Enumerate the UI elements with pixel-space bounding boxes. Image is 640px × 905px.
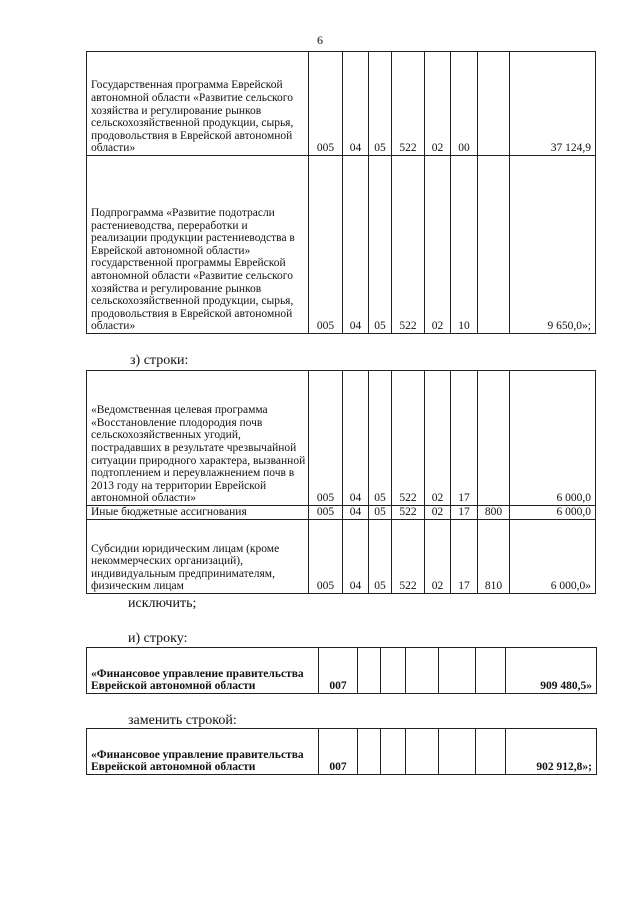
code-cell: 005 xyxy=(309,371,343,506)
amount-cell: 37 124,9 xyxy=(510,52,596,156)
code-cell: 05 xyxy=(369,156,392,334)
row-name: «Финансовое управление правительства Еврейской автономной области xyxy=(87,648,319,694)
code-cell: 522 xyxy=(392,520,425,594)
amount-cell: 909 480,5» xyxy=(506,648,597,694)
code-cell: 005 xyxy=(309,52,343,156)
code-cell: 02 xyxy=(425,52,451,156)
empty-cell xyxy=(406,648,439,694)
table-row xyxy=(87,371,596,506)
section-z-caption: з) строки: xyxy=(130,353,189,368)
code-cell: 04 xyxy=(343,156,369,334)
row-name: Субсидии юридическим лицам (кроме некоммерческих организаций), индивидуальным предпринимателям, физическим лицам xyxy=(87,520,309,594)
empty-cell xyxy=(358,729,381,775)
empty-cell xyxy=(381,729,406,775)
table-row xyxy=(87,520,596,594)
exclude-caption: исключить; xyxy=(128,596,197,611)
empty-cell xyxy=(406,729,439,775)
amount-cell: 6 000,0 xyxy=(510,506,596,520)
code-cell: 007 xyxy=(319,648,358,694)
row-name: Подпрограмма «Развитие подотрасли растениеводства, переработки и реализации продукции растениеводства в Еврейской автономной области» государственной программы Еврейской автономной области «Развитие сельского хозяйства и регулирование рынков сельскохозяйственной продукции, сырья, продовольствия в Еврейской автономной области» xyxy=(87,156,309,334)
row-name: «Ведомственная целевая программа «Восстановление плодородия почв сельскохозяйственных угодий, пострадавших в результате чрезвычайной ситуации природного характера, вызванной подтоплением и переувлажнением почв в 2013 году на территории Еврейской автономной области» xyxy=(87,371,309,506)
table-row xyxy=(87,52,596,156)
empty-cell xyxy=(439,648,476,694)
code-cell: 005 xyxy=(309,506,343,520)
amount-cell: 902 912,8»; xyxy=(506,729,597,775)
code-cell: 522 xyxy=(392,156,425,334)
code-cell: 17 xyxy=(451,520,478,594)
code-cell xyxy=(478,52,510,156)
code-cell: 05 xyxy=(369,371,392,506)
code-cell: 810 xyxy=(478,520,510,594)
amount-cell: 6 000,0» xyxy=(510,520,596,594)
code-cell: 04 xyxy=(343,371,369,506)
code-cell xyxy=(478,156,510,334)
code-cell: 522 xyxy=(392,506,425,520)
table-row xyxy=(87,729,597,775)
code-cell: 02 xyxy=(425,506,451,520)
amount-cell: 6 000,0 xyxy=(510,371,596,506)
code-cell: 522 xyxy=(392,52,425,156)
code-cell: 10 xyxy=(451,156,478,334)
code-cell: 007 xyxy=(319,729,358,775)
code-cell: 17 xyxy=(451,371,478,506)
code-cell: 800 xyxy=(478,506,510,520)
finance-table-new xyxy=(86,728,597,775)
code-cell: 04 xyxy=(343,52,369,156)
code-cell: 02 xyxy=(425,520,451,594)
code-cell: 00 xyxy=(451,52,478,156)
budget-table-1 xyxy=(86,51,596,334)
section-i-caption: и) строку: xyxy=(128,631,188,646)
table-row xyxy=(87,156,596,334)
code-cell: 17 xyxy=(451,506,478,520)
table-row xyxy=(87,648,597,694)
code-cell: 04 xyxy=(343,520,369,594)
code-cell: 05 xyxy=(369,52,392,156)
row-name: Иные бюджетные ассигнования xyxy=(87,506,309,520)
code-cell: 02 xyxy=(425,371,451,506)
amount-cell: 9 650,0»; xyxy=(510,156,596,334)
code-cell: 522 xyxy=(392,371,425,506)
empty-cell xyxy=(381,648,406,694)
replace-caption: заменить строкой: xyxy=(128,713,237,728)
empty-cell xyxy=(439,729,476,775)
empty-cell xyxy=(358,648,381,694)
empty-cell xyxy=(476,648,506,694)
code-cell: 005 xyxy=(309,520,343,594)
code-cell: 005 xyxy=(309,156,343,334)
budget-table-2 xyxy=(86,370,596,594)
page-number: 6 xyxy=(317,33,323,47)
code-cell: 05 xyxy=(369,506,392,520)
empty-cell xyxy=(476,729,506,775)
code-cell: 02 xyxy=(425,156,451,334)
code-cell: 05 xyxy=(369,520,392,594)
row-name: «Финансовое управление правительства Еврейской автономной области xyxy=(87,729,319,775)
finance-table-old xyxy=(86,647,597,694)
code-cell xyxy=(478,371,510,506)
table-row xyxy=(87,506,596,520)
code-cell: 04 xyxy=(343,506,369,520)
row-name: Государственная программа Еврейской автономной области «Развитие сельского хозяйства и регулирование рынков сельскохозяйственной продукции, сырья, продовольствия в Еврейской автономной области» xyxy=(87,52,309,156)
